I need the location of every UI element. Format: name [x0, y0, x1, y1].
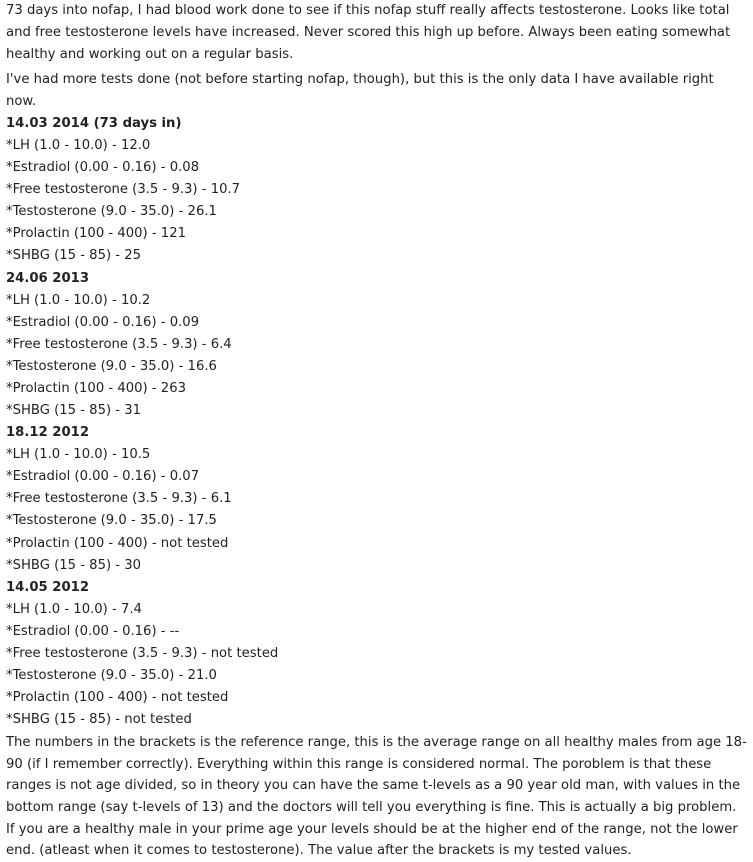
result-line-prolactin: *Prolactin (100 - 400) - 263 [6, 380, 186, 396]
result-line-free-testosterone: *Free testosterone (3.5 - 9.3) - 6.4 [6, 336, 232, 352]
result-line-lh: *LH (1.0 - 10.0) - 7.4 [6, 601, 142, 617]
section-date-title: 18.12 2012 [6, 425, 90, 441]
results-section-2012-dec [6, 422, 747, 577]
results-section-2014 [6, 113, 747, 268]
section-date-title: 14.05 2012 [6, 579, 90, 595]
results-section-2012-may [6, 577, 747, 732]
result-line-shbg: *SHBG (15 - 85) - 31 [6, 403, 142, 419]
section-date-title: 24.06 2013 [6, 270, 90, 286]
result-line-lh: *LH (1.0 - 10.0) - 10.2 [6, 292, 151, 308]
result-line-free-testosterone: *Free testosterone (3.5 - 9.3) - 6.1 [6, 491, 232, 507]
result-line-estradiol: *Estradiol (0.00 - 0.16) - 0.08 [6, 160, 200, 176]
section-date-title: 14.03 2014 (73 days in) [6, 116, 182, 131]
result-line-prolactin: *Prolactin (100 - 400) - 121 [6, 226, 186, 242]
note-paragraph: I've had more tests done (not before starting nofap, though), but this is the only data I have available right now. [6, 72, 714, 109]
result-line-estradiol: *Estradiol (0.00 - 0.16) - -- [6, 623, 180, 639]
result-line-free-testosterone: *Free testosterone (3.5 - 9.3) - 10.7 [6, 182, 241, 198]
outro-paragraph: The numbers in the brackets is the reference range, this is the average range on all healthy males from age 18-90 (if I remember correctly). Everything within this range is considered normal. The poroblem is that these ranges is not age divided, so in theory you can have the same t-levels as a 90 year old man, with values in the bottom range (say t-levels of 13) and the doctors will tell you everything is fine. This is actually a big problem. If you are a healthy male in your prime age your levels should be at the higher end of the range, not the lower end. (atleast when it comes to testosterone). The value after the brackets is my tested values. [6, 735, 747, 859]
result-line-lh: *LH (1.0 - 10.0) - 10.5 [6, 447, 151, 463]
result-line-prolactin: *Prolactin (100 - 400) - not tested [6, 690, 229, 706]
result-line-prolactin: *Prolactin (100 - 400) - not tested [6, 535, 229, 551]
result-line-shbg: *SHBG (15 - 85) - 25 [6, 248, 142, 264]
results-section-2013 [6, 268, 747, 423]
result-line-estradiol: *Estradiol (0.00 - 0.16) - 0.07 [6, 469, 200, 485]
result-line-free-testosterone: *Free testosterone (3.5 - 9.3) - not tested [6, 645, 279, 661]
result-line-estradiol: *Estradiol (0.00 - 0.16) - 0.09 [6, 314, 200, 330]
result-line-shbg: *SHBG (15 - 85) - not tested [6, 712, 192, 728]
intro-paragraph: 73 days into nofap, I had blood work done to see if this nofap stuff really affects testosterone. Looks like total and free testosterone levels have increased. Never scored this high up before. Always been eating somewhat healthy and working out on a regular basis. [6, 3, 731, 62]
result-line-shbg: *SHBG (15 - 85) - 30 [6, 557, 142, 573]
result-line-testosterone: *Testosterone (9.0 - 35.0) - 16.6 [6, 358, 217, 374]
result-line-testosterone: *Testosterone (9.0 - 35.0) - 21.0 [6, 667, 217, 683]
result-line-testosterone: *Testosterone (9.0 - 35.0) - 17.5 [6, 513, 217, 529]
result-line-testosterone: *Testosterone (9.0 - 35.0) - 26.1 [6, 204, 217, 220]
result-line-lh: *LH (1.0 - 10.0) - 12.0 [6, 138, 151, 153]
